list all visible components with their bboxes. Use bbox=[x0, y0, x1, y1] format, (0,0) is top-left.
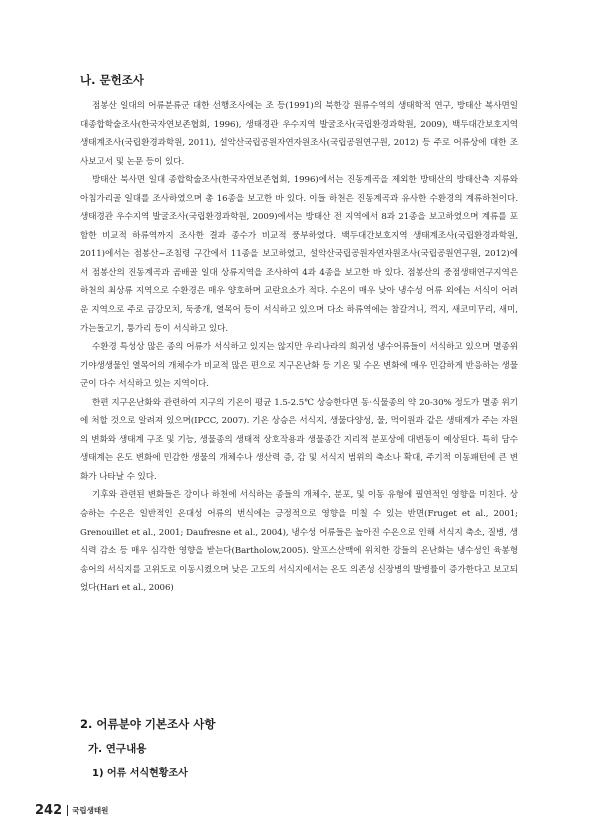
section-heading: 나. 문헌조사 bbox=[80, 73, 144, 87]
page-footer bbox=[35, 803, 108, 818]
heading-basic-survey: 2. 어류분야 기본조사 사항 bbox=[80, 717, 216, 731]
heading-habitat-survey: 1) 어류 서식현황조사 bbox=[92, 768, 188, 779]
footer-org-name: 국립생태원 bbox=[72, 806, 109, 815]
page-number: 242 bbox=[35, 803, 63, 818]
heading-research-content: 가. 연구내용 bbox=[88, 743, 147, 755]
paragraph-prior-studies: 점봉산 일대의 어류분류군 대한 선행조사에는 조 등(1991)의 북한강 원류수역의 생태학적 연구, 방태산 복사면일대종합학술조사(한국자연보존협회, 1996), 생태경관 우수지역 발굴조사(국립환경과학원, 2009), 백두대간보호지역 생태계조사(국립환경과학원, 2011), 설악산국립공원자연자원조사(국립공원연구원, 2012) 등 주로 어류상에 대한 조사보고서 및 논문 등이 있다. bbox=[80, 101, 518, 167]
paragraph-survey-results: 방태산 북사면 일대 종합학술조사(한국자연보존협회, 1996)에서는 진동계곡을 제외한 방태산의 방태산측 지류와 아침가리골 일대를 조사하였으며 총 16종을 보고한 바 있다. 이들 하천은 진동계곡과 유사한 수환경의 계류하천이다. 생태경관 우수지역 발굴조사(국립환경과학원, 2009)에서는 방태산 전 지역에서 8과 21종을 보고하였으며 계류를 포함한 비교적 하류역까지 조사한 결과 종수가 비교적 풍부하였다. 백두대간보호지역 생태계조사(국립환경과학원, 2011)에서는 점봉산~조침령 구간에서 11종을 보고하였고, 설악산국립공원자연자원조사(국립공원연구원, 2012)에서 점봉산의 진동계곡과 곰배골 일대 상류지역을 조사하여 4과 4종을 보고한 바 있다. 점봉산의 중점생태연구지역은 하천의 최상류 지역으로 수환경은 매우 양호하며 교란요소가 적다. 수온이 매우 낮아 냉수성 어류 외에는 서식이 어려운 지역으로 주로 금강모치, 둑중개, 열목어 등이 서식하고 있으며 다소 하류역에는 참갈겨니, 꺽지, 새코미꾸리, 새미, 가는돌고기, 퉁가리 등이 서식하고 있다. bbox=[80, 175, 518, 334]
footer-divider bbox=[67, 805, 68, 816]
paragraph-global-warming: 한편 지구온난화와 관련하여 지구의 기온이 평균 1.5-2.5℃ 상승한다면 동·식물종의 약 20-30% 정도가 멸종 위기에 처할 것으로 알려져 있으며(IPCC, 2007). 기온 상승은 서식지, 생물다양성, 물, 먹이원과 같은 생태계가 주는 자원의 변화와 생태계 구조 및 기능, 생물종의 생태적 상호작용과 생물종간 지리적 분포상에 대변동이 예상된다. 특히 담수생태계는 온도 변화에 민감한 생물의 개체수나 생산력 증, 감 및 서식지 범위의 축소나 확대, 주기적 이동패턴에 큰 변화가 나타날 수 있다. bbox=[80, 397, 518, 482]
paragraph-habitat-characteristics: 수환경 특성상 많은 종의 어류가 서식하고 있지는 않지만 우리나라의 희귀성 냉수어류들이 서식하고 있으며 멸종위기야생생물인 열목어의 개체수가 비교적 많은 편으로 지구온난화 등 기온 및 수온 변화에 매우 민감하게 반응하는 생물군이 다수 서식하고 있는 지역이다. bbox=[80, 342, 518, 390]
body-text bbox=[80, 97, 518, 598]
paragraph-climate-effects: 기후와 관련된 변화들은 강이나 하천에 서식하는 종들의 개체수, 분포, 및 이동 유형에 필연적인 영향을 미친다. 상승하는 수온은 일반적인 온대성 어류의 번식에는 긍정적으로 영향을 미칠 수 있는 반면(Fruget et al., 2001; Grenouillet et al., 2001; Daufresne et al., 2004), 냉수성 어류들은 높아진 수온으로 인해 서식지 축소, 질병, 생식력 감소 등 매우 심각한 영향을 받는다(Bartholow,2005). 알프스산맥에 위치한 강들의 온난화는 냉수성인 육봉형 송어의 서식지를 고위도로 이동시켰으며 낮은 고도의 서식지에서는 온도 의존성 신장병의 발병률이 증가한다고 보고되었다(Hari et al., 2006) bbox=[80, 490, 518, 594]
